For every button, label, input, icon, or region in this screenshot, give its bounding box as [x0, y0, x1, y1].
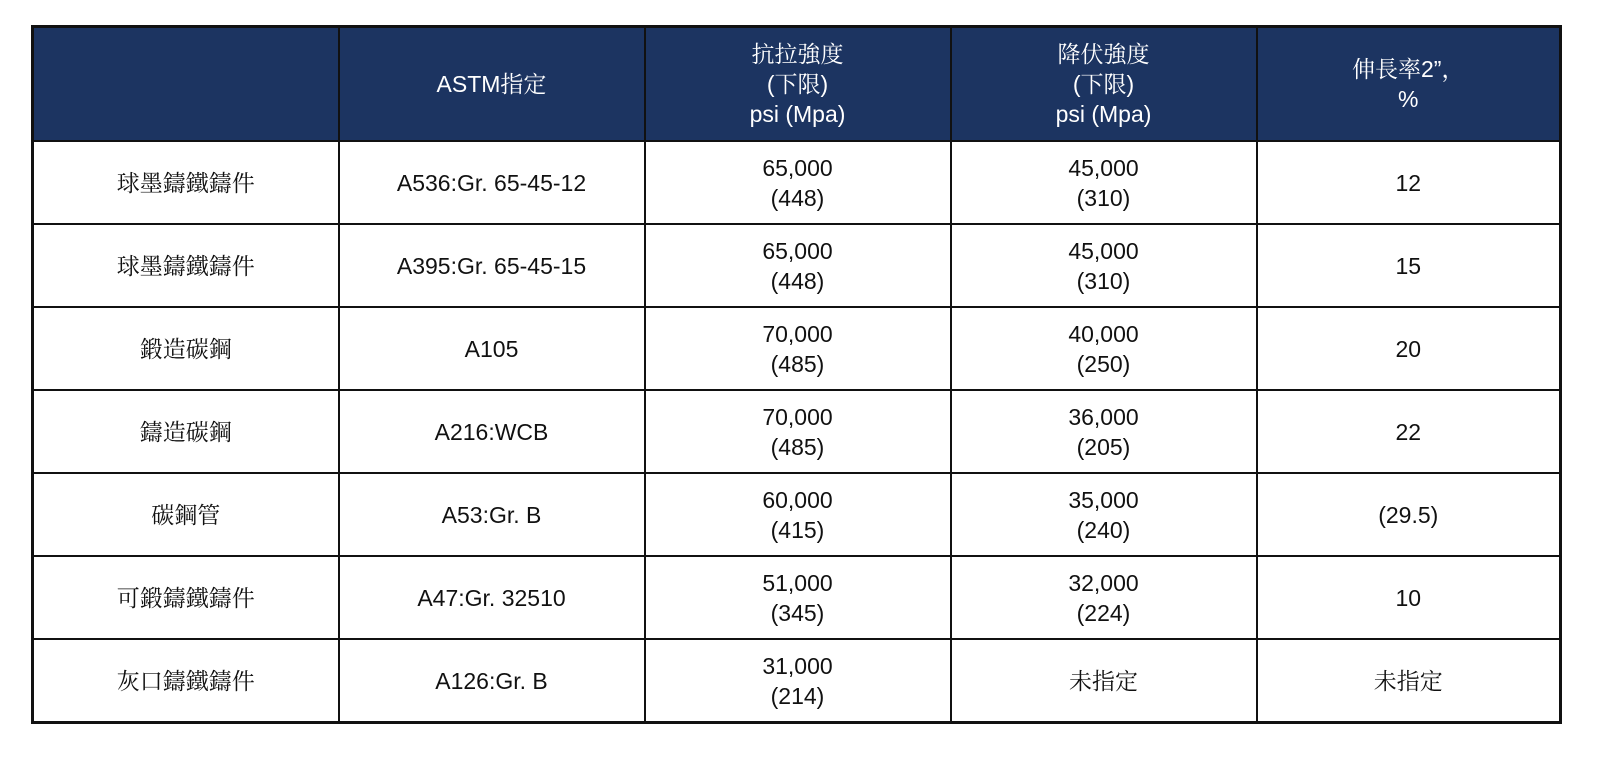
cell-elongation — [1257, 639, 1561, 723]
cell-text-line: (下限) — [1072, 71, 1135, 97]
cell-text-line: 70,000 — [762, 320, 833, 347]
cell-text-line: 45,000 — [1068, 237, 1139, 264]
cell-text-line: (485) — [770, 433, 825, 460]
cell-material — [33, 556, 339, 639]
header-row — [33, 27, 1561, 142]
cell-text-line: 球墨鑄鐵鑄件 — [116, 169, 255, 196]
cell-text-line: A105 — [464, 335, 519, 362]
cell-text-line: 32,000 — [1068, 569, 1139, 596]
table-body — [33, 141, 1561, 723]
table-header — [33, 27, 1561, 142]
cell-text-line: 35,000 — [1068, 486, 1139, 513]
table-row — [33, 224, 1561, 307]
cell-text-line: 可鍛鑄鐵鑄件 — [116, 584, 255, 611]
cell-elongation — [1257, 473, 1561, 556]
cell-text-line: 51,000 — [762, 569, 833, 596]
cell-text-line: 未指定 — [1373, 667, 1443, 694]
cell-text-line: A395:Gr. 65-45-15 — [396, 252, 587, 279]
cell-text-line: % — [1398, 86, 1419, 112]
cell-text-line: (下限) — [766, 71, 829, 97]
cell-text-line: 抗拉強度 — [751, 41, 844, 67]
cell-text-line: (415) — [770, 516, 825, 543]
cell-text-line: 球墨鑄鐵鑄件 — [116, 252, 255, 279]
cell-text-line: (345) — [770, 599, 825, 626]
cell-text-line: 10 — [1395, 584, 1422, 611]
cell-text-line: (448) — [770, 184, 825, 211]
cell-astm — [339, 473, 645, 556]
cell-text-line: (448) — [770, 267, 825, 294]
cell-text-line: (310) — [1076, 267, 1131, 294]
cell-text-line: A47:Gr. 32510 — [417, 584, 566, 611]
cell-tensile — [645, 390, 951, 473]
cell-text-line: (214) — [770, 682, 825, 709]
header-elongation — [1257, 27, 1561, 142]
cell-text-line: 40,000 — [1068, 320, 1139, 347]
cell-text-line: 灰口鑄鐵鑄件 — [116, 667, 255, 694]
header-yield — [951, 27, 1257, 142]
cell-text-line: (240) — [1076, 516, 1131, 543]
material-spec-table-container — [31, 25, 1559, 724]
cell-text-line: 36,000 — [1068, 403, 1139, 430]
cell-elongation — [1257, 307, 1561, 390]
table-row — [33, 141, 1561, 224]
cell-astm — [339, 141, 645, 224]
cell-text-line: 鑄造碳鋼 — [139, 418, 232, 445]
cell-text-line: 12 — [1395, 169, 1422, 196]
cell-text-line: 降伏強度 — [1057, 41, 1150, 67]
cell-text-line: A53:Gr. B — [441, 501, 542, 528]
cell-tensile — [645, 473, 951, 556]
cell-text-line: (250) — [1076, 350, 1131, 377]
cell-text-line: psi (Mpa) — [749, 101, 846, 127]
cell-text-line: (224) — [1076, 599, 1131, 626]
table-row — [33, 473, 1561, 556]
cell-yield — [951, 390, 1257, 473]
cell-tensile — [645, 224, 951, 307]
cell-tensile — [645, 556, 951, 639]
table-row — [33, 390, 1561, 473]
cell-text-line: 22 — [1395, 418, 1422, 445]
cell-tensile — [645, 141, 951, 224]
cell-text-line: 70,000 — [762, 403, 833, 430]
cell-text-line: 鍛造碳鋼 — [139, 335, 232, 362]
header-tensile — [645, 27, 951, 142]
cell-astm — [339, 639, 645, 723]
cell-astm — [339, 224, 645, 307]
cell-text-line: (205) — [1076, 433, 1131, 460]
header-material — [33, 27, 339, 142]
cell-text-line: 20 — [1395, 335, 1422, 362]
cell-text-line: psi (Mpa) — [1055, 101, 1152, 127]
cell-text-line: 碳鋼管 — [151, 501, 221, 528]
cell-text-line: 未指定 — [1069, 667, 1138, 694]
header-astm — [339, 27, 645, 142]
cell-material — [33, 224, 339, 307]
cell-text-line: A126:Gr. B — [435, 667, 548, 694]
cell-text-line: 伸長率2”， — [1352, 56, 1465, 82]
cell-material — [33, 639, 339, 723]
cell-elongation — [1257, 141, 1561, 224]
cell-text-line: 65,000 — [762, 154, 833, 181]
cell-elongation — [1257, 556, 1561, 639]
cell-astm — [339, 390, 645, 473]
cell-text-line: 31,000 — [762, 652, 833, 679]
cell-tensile — [645, 307, 951, 390]
cell-yield — [951, 224, 1257, 307]
cell-astm — [339, 556, 645, 639]
table-row — [33, 307, 1561, 390]
cell-text-line: ASTM指定 — [436, 71, 547, 97]
cell-text-line: A536:Gr. 65-45-12 — [396, 169, 587, 196]
table-row — [33, 556, 1561, 639]
cell-text-line: 65,000 — [762, 237, 833, 264]
table-row — [33, 639, 1561, 723]
cell-material — [33, 473, 339, 556]
cell-material — [33, 307, 339, 390]
cell-text-line: A216:WCB — [434, 418, 549, 445]
cell-yield — [951, 307, 1257, 390]
material-spec-table — [31, 25, 1562, 724]
cell-text-line: 60,000 — [762, 486, 833, 513]
cell-tensile — [645, 639, 951, 723]
cell-text-line: (29.5) — [1378, 501, 1439, 528]
cell-text-line: (485) — [770, 350, 825, 377]
cell-text-line: (310) — [1076, 184, 1131, 211]
cell-yield — [951, 556, 1257, 639]
cell-text-line: 15 — [1395, 252, 1422, 279]
cell-elongation — [1257, 224, 1561, 307]
cell-material — [33, 141, 339, 224]
cell-yield — [951, 639, 1257, 723]
cell-text-line: 45,000 — [1068, 154, 1139, 181]
cell-astm — [339, 307, 645, 390]
cell-yield — [951, 473, 1257, 556]
cell-yield — [951, 141, 1257, 224]
cell-elongation — [1257, 390, 1561, 473]
cell-material — [33, 390, 339, 473]
